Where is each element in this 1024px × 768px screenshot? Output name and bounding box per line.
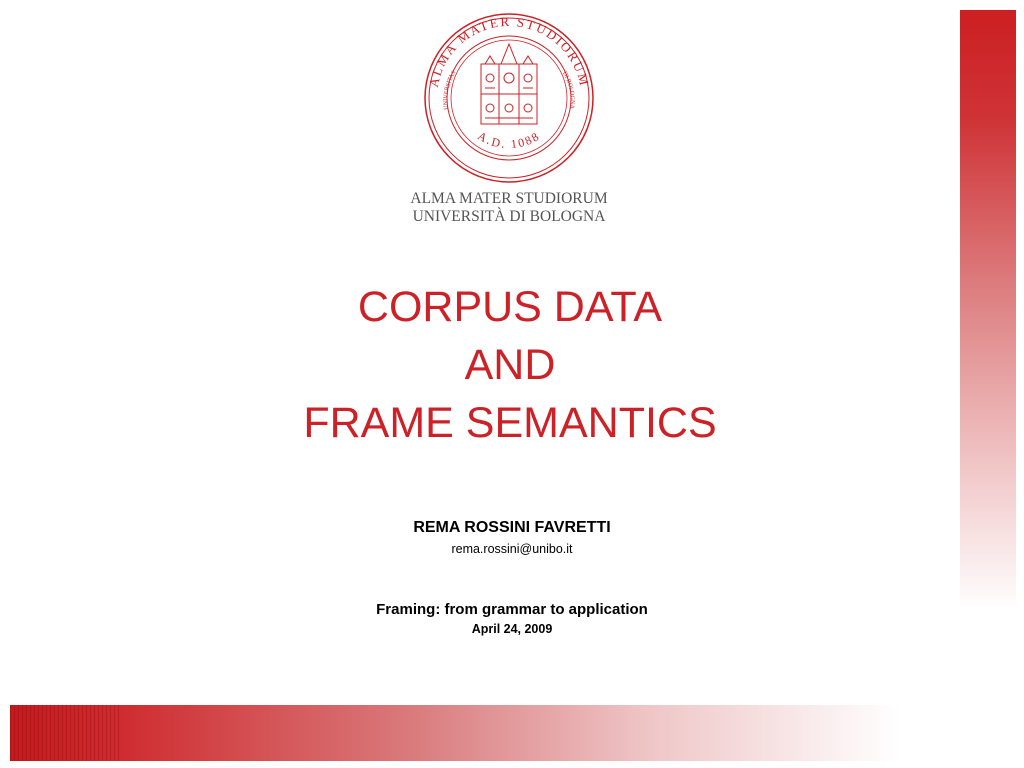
author-name: REMA ROSSINI FAVRETTI (413, 519, 611, 536)
seal-center-emblem (481, 44, 537, 124)
seal-outer-text: ALMA MATER STUDIORUM (425, 13, 593, 89)
svg-text:DI BOLOGNA (561, 71, 575, 110)
seal-year-text: A.D. 1088 (475, 128, 543, 152)
university-name (300, 190, 718, 226)
svg-text:A.D. 1088 (475, 129, 543, 152)
university-name-line1: ALMA MATER STUDIORUM (410, 190, 608, 207)
seal-inner-left-text: UNIVERSITAS (443, 69, 458, 111)
title-line3: FRAME SEMANTICS (303, 399, 717, 447)
bottom-decorative-bar (10, 705, 900, 761)
author-email: rema.rossini@unibo.it (451, 542, 573, 556)
title-line1: CORPUS DATA (357, 283, 663, 331)
seal-inner-right-text: DI BOLOGNA (560, 70, 575, 110)
svg-text:UNIVERSITAS (443, 70, 457, 110)
university-name-line2: UNIVERSITÀ DI BOLOGNA (412, 208, 606, 225)
title-line2: AND (464, 341, 556, 389)
slide-title (200, 278, 820, 452)
event-name: Framing: from grammar to application (376, 601, 648, 618)
event-date: April 24, 2009 (471, 622, 553, 636)
right-decorative-bar (960, 10, 1016, 610)
bottom-bar-stripes (10, 705, 120, 761)
university-seal-logo (423, 12, 595, 184)
